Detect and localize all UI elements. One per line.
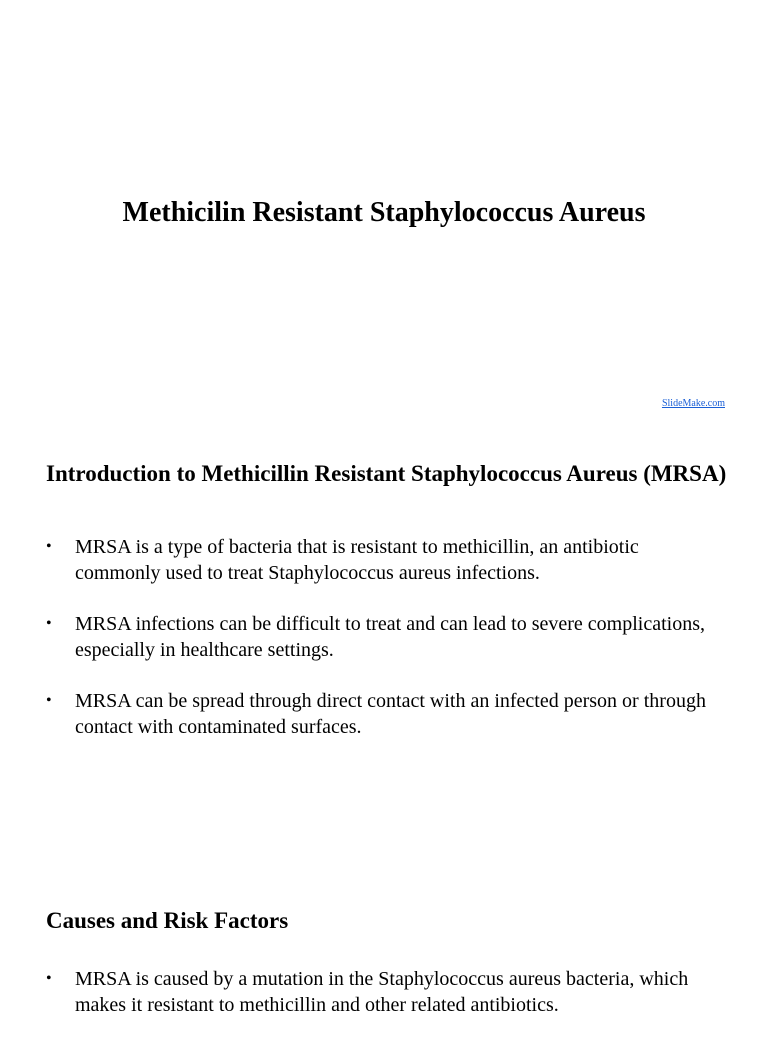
section-heading-causes: Causes and Risk Factors [46, 908, 289, 933]
bullet-text: MRSA can be spread through direct contact with an infected person or through contact with contaminated surfaces. [75, 690, 706, 738]
slidemake-credit-link[interactable]: SlideMake.com [661, 398, 725, 409]
bullet-text: MRSA is caused by a mutation in the Staphylococcus aureus bacteria, which makes it resistant to methicillin and other related antibiotics. [75, 968, 689, 1016]
list-item [46, 966, 726, 1018]
bullet-icon: • [46, 970, 52, 987]
bullet-icon: • [46, 538, 52, 555]
bullet-text: MRSA is a type of bacteria that is resistant to methicillin, an antibiotic commonly used to treat Staphylococcus aureus infections. [75, 536, 639, 584]
causes-bullet-list [46, 966, 726, 1043]
list-item [46, 611, 726, 663]
slide-title: Methicilin Resistant Staphylococcus Aureus [122, 197, 646, 228]
introduction-bullet-list [46, 534, 726, 765]
bullet-text: MRSA infections can be difficult to treat and can lead to severe complications, especially in healthcare settings. [75, 613, 705, 661]
list-item [46, 534, 726, 586]
list-item [46, 688, 726, 740]
bullet-icon: • [46, 692, 52, 709]
section-heading-introduction: Introduction to Methicillin Resistant Staphylococcus Aureus (MRSA) [46, 461, 727, 486]
bullet-icon: • [46, 615, 52, 632]
